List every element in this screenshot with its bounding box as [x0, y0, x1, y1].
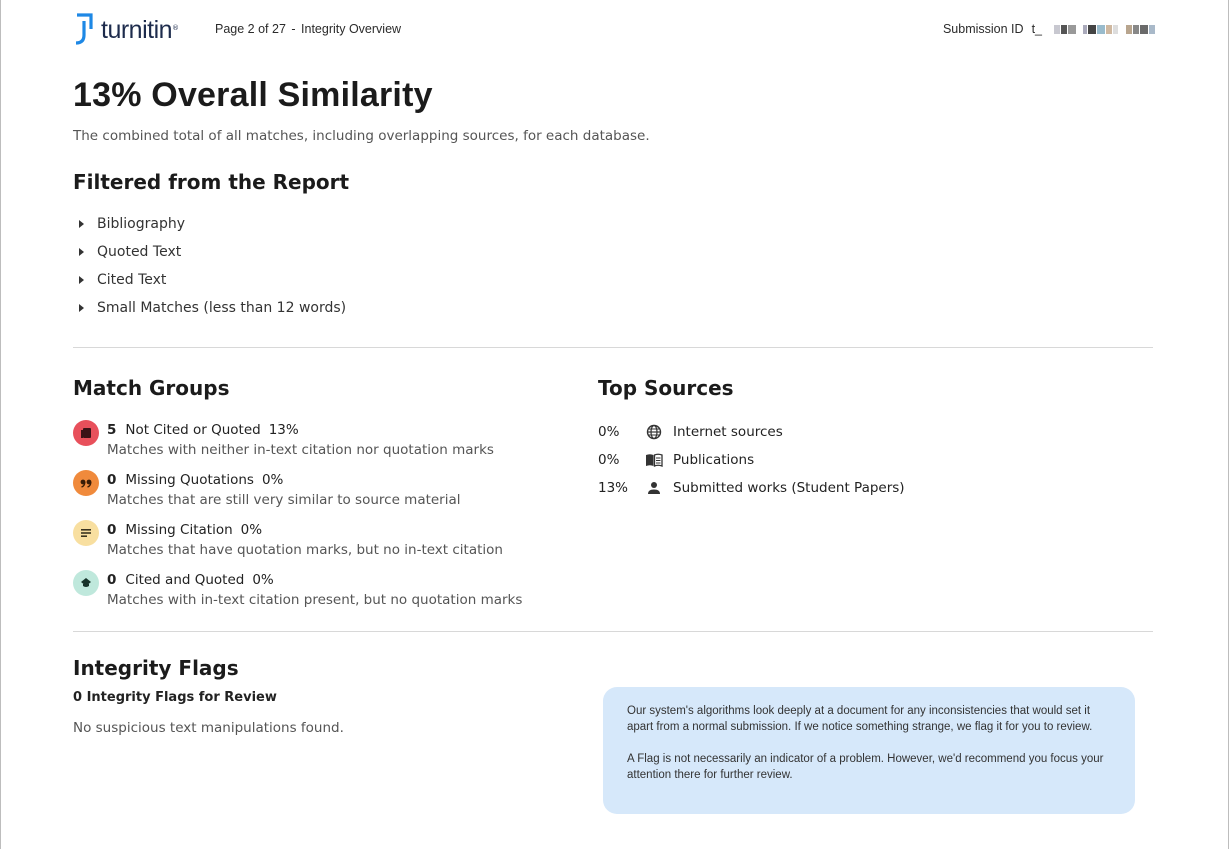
- match-group-item: [73, 568, 553, 618]
- submission-id: [943, 22, 1155, 36]
- match-group-label: Missing Citation: [125, 522, 233, 538]
- page-number: Page 2 of 27: [215, 22, 286, 36]
- integrity-info-box: [603, 687, 1135, 814]
- triangle-bullet-icon: [79, 304, 84, 312]
- match-group-item: [73, 418, 553, 468]
- triangle-bullet-icon: [79, 276, 84, 284]
- book-icon: [644, 451, 664, 469]
- filtered-item-label: Bibliography: [97, 216, 185, 232]
- logo-text: turnitin: [101, 15, 173, 44]
- divider: [73, 631, 1153, 632]
- match-group-description: Matches with neither in-text citation nor quotation marks: [107, 442, 494, 458]
- match-group-description: Matches that have quotation marks, but no in-text citation: [107, 542, 503, 558]
- match-group-label: Not Cited or Quoted: [125, 422, 261, 438]
- similarity-title: 13% Overall Similarity: [73, 76, 433, 114]
- similarity-description: The combined total of all matches, including overlapping sources, for each database.: [73, 128, 650, 144]
- filtered-item-label: Cited Text: [97, 272, 167, 288]
- top-source-label: Submitted works (Student Papers): [673, 480, 905, 496]
- page-info: [215, 22, 401, 36]
- match-group-description: Matches that are still very similar to source material: [107, 492, 461, 508]
- match-group-percent: 0%: [261, 472, 284, 488]
- top-source-label: Publications: [673, 452, 755, 468]
- turnitin-logo: [73, 12, 179, 48]
- match-groups-heading: Match Groups: [73, 376, 230, 400]
- match-group-description: Matches with in-text citation present, but no quotation marks: [107, 592, 523, 608]
- top-source-label: Internet sources: [673, 424, 783, 440]
- integrity-flags-count: 0 Integrity Flags for Review: [73, 690, 277, 705]
- top-source-percent: 0%: [598, 424, 620, 440]
- info-paragraph: Our system's algorithms look deeply at a document for any inconsistencies that would set it apart from a normal submission. If we notice something strange, we flag it for you to review.: [627, 705, 1093, 733]
- triangle-bullet-icon: [79, 248, 84, 256]
- filtered-item: [73, 266, 346, 294]
- match-group-percent: 0%: [252, 572, 274, 588]
- integrity-flags-message: No suspicious text manipulations found.: [73, 720, 344, 736]
- info-paragraph: A Flag is not necessarily an indicator of a problem. However, we'd recommend you focus your attention there for further review.: [627, 753, 1104, 781]
- top-sources-heading: Top Sources: [598, 376, 734, 400]
- filtered-item: [73, 294, 346, 322]
- submission-id-redacted: [1054, 25, 1155, 34]
- match-group-label: Missing Quotations: [125, 472, 254, 488]
- match-group-count: 5: [107, 422, 117, 438]
- match-group-count: 0: [107, 522, 117, 538]
- globe-icon: [644, 423, 664, 441]
- match-group-title: [107, 572, 274, 588]
- top-source-item: [598, 446, 905, 474]
- page-section: Integrity Overview: [301, 22, 402, 36]
- filtered-item-label: Small Matches (less than 12 words): [97, 300, 347, 316]
- top-source-percent: 0%: [598, 452, 620, 468]
- match-group-item: [73, 468, 553, 518]
- logo-trademark: ®: [172, 24, 180, 32]
- lines-icon: [73, 520, 99, 546]
- match-groups-list: [73, 418, 553, 618]
- turnitin-logo-icon: [73, 13, 95, 47]
- filtered-heading: Filtered from the Report: [73, 170, 350, 194]
- match-group-title: [107, 422, 299, 438]
- integrity-flags-heading: Integrity Flags: [73, 656, 239, 680]
- filtered-item: [73, 210, 346, 238]
- match-group-title: [107, 472, 283, 488]
- match-group-percent: 13%: [268, 422, 299, 438]
- match-group-title: [107, 522, 262, 538]
- submission-id-value: t_: [1031, 22, 1042, 36]
- document-icon: [73, 420, 99, 446]
- top-source-percent: 13%: [598, 480, 629, 496]
- match-group-item: [73, 518, 553, 568]
- top-source-item: [598, 474, 905, 502]
- graduation-cap-icon: [73, 570, 99, 596]
- top-sources-list: [598, 418, 905, 502]
- page-info-separator: -: [287, 22, 300, 36]
- filtered-item-label: Quoted Text: [97, 244, 182, 260]
- match-group-count: 0: [107, 572, 117, 588]
- triangle-bullet-icon: [79, 220, 84, 228]
- submission-id-label: Submission ID: [942, 22, 1024, 36]
- person-icon: [644, 479, 664, 497]
- match-group-percent: 0%: [240, 522, 263, 538]
- divider: [73, 347, 1153, 348]
- filtered-list: [73, 210, 346, 322]
- match-group-label: Cited and Quoted: [125, 572, 245, 588]
- top-source-item: [598, 418, 905, 446]
- filtered-item: [73, 238, 346, 266]
- quote-icon: [73, 470, 99, 496]
- match-group-count: 0: [107, 472, 117, 488]
